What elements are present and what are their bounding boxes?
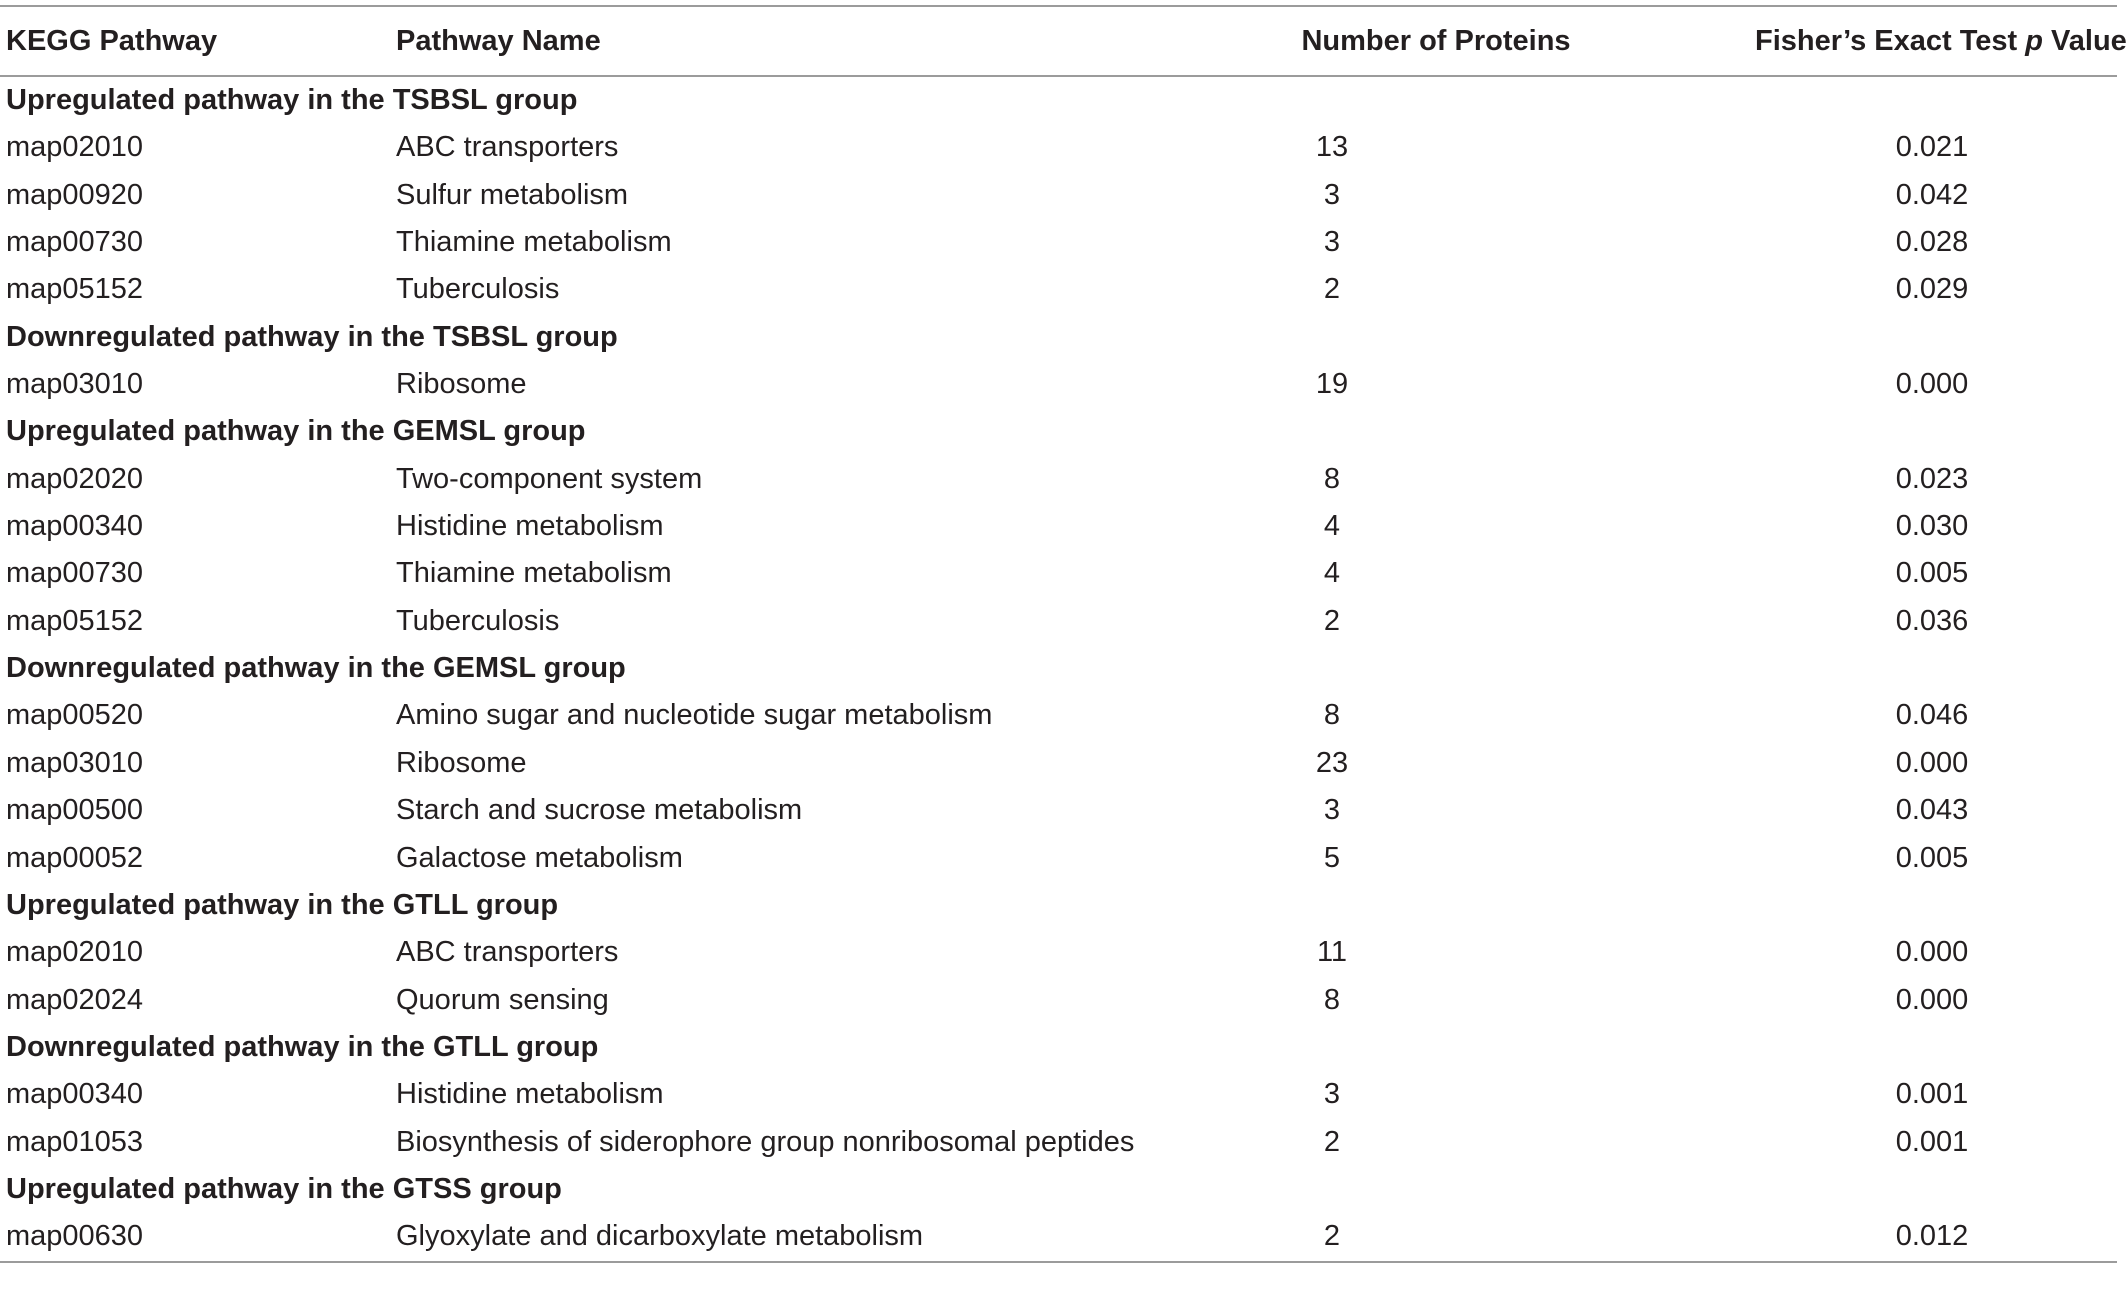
group-title: Upregulated pathway in the TSBSL group xyxy=(6,84,578,116)
table-bottom-rule xyxy=(0,1261,2117,1263)
kegg-pathway-cell: map00730 xyxy=(6,226,144,259)
table-header-row xyxy=(0,7,2127,75)
pathway-name-cell: Thiamine metabolism xyxy=(396,557,672,590)
group-header-row xyxy=(0,1024,2117,1071)
number-of-proteins-cell: 2 xyxy=(1323,1125,1341,1158)
group-title: Upregulated pathway in the GTLL group xyxy=(6,888,559,921)
kegg-pathway-cell: map02010 xyxy=(6,936,144,969)
p-value-cell: 0.001 xyxy=(1895,1078,1969,1111)
pathway-name-cell: Starch and sucrose metabolism xyxy=(396,794,803,827)
number-of-proteins-cell: 2 xyxy=(1323,604,1341,637)
kegg-pathway-cell: map01053 xyxy=(6,1125,144,1158)
table-row xyxy=(0,929,2117,976)
number-of-proteins-cell: 4 xyxy=(1323,557,1341,590)
p-value-cell: 0.000 xyxy=(1895,983,1969,1016)
kegg-pathway-cell: map02010 xyxy=(6,131,144,164)
kegg-pathway-cell: map00920 xyxy=(6,178,144,211)
table-row xyxy=(0,124,2117,171)
number-of-proteins-cell: 2 xyxy=(1323,273,1341,306)
p-value-cell: 0.029 xyxy=(1895,273,1969,306)
group-header-row xyxy=(0,882,2117,929)
pathway-name-cell: Biosynthesis of siderophore group nonribosomal peptides xyxy=(396,1125,1135,1158)
kegg-pathway-cell: map00730 xyxy=(6,557,144,590)
table-row xyxy=(0,1071,2117,1118)
p-value-cell: 0.000 xyxy=(1895,936,1969,969)
header-fisher-prefix: Fisher’s Exact Test xyxy=(1755,25,2026,57)
kegg-pathway-cell: map00340 xyxy=(6,510,144,543)
p-value-cell: 0.046 xyxy=(1895,699,1969,732)
group-title: Upregulated pathway in the GEMSL group xyxy=(6,415,586,448)
pathway-name-cell: Amino sugar and nucleotide sugar metabolism xyxy=(396,699,993,732)
p-value-cell: 0.005 xyxy=(1895,841,1969,874)
number-of-proteins-cell: 3 xyxy=(1323,794,1341,827)
number-of-proteins-cell: 3 xyxy=(1323,1078,1341,1111)
group-title: Downregulated pathway in the GTLL group xyxy=(6,1030,599,1063)
number-of-proteins-cell: 23 xyxy=(1315,746,1349,779)
kegg-pathway-table xyxy=(0,5,2127,1263)
table-row xyxy=(0,977,2117,1024)
table-row xyxy=(0,598,2117,645)
group-header-row xyxy=(0,1166,2117,1213)
header-kegg-pathway: KEGG Pathway xyxy=(6,25,218,57)
pathway-name-cell: Sulfur metabolism xyxy=(396,178,629,211)
table-row xyxy=(0,692,2117,739)
p-value-cell: 0.021 xyxy=(1895,131,1969,164)
p-value-cell: 0.036 xyxy=(1895,604,1969,637)
group-header-row xyxy=(0,77,2117,124)
table-row xyxy=(0,219,2117,266)
number-of-proteins-cell: 3 xyxy=(1323,226,1341,259)
kegg-pathway-cell: map00052 xyxy=(6,841,144,874)
number-of-proteins-cell: 5 xyxy=(1323,841,1341,874)
kegg-pathway-cell: map00340 xyxy=(6,1078,144,1111)
number-of-proteins-cell: 8 xyxy=(1323,699,1341,732)
group-header-row xyxy=(0,408,2117,455)
pathway-name-cell: Quorum sensing xyxy=(396,983,609,1016)
table-row xyxy=(0,503,2117,550)
kegg-pathway-cell: map03010 xyxy=(6,746,144,779)
table-row xyxy=(0,456,2117,503)
header-fisher-p: p xyxy=(2025,25,2043,57)
p-value-cell: 0.000 xyxy=(1895,368,1969,401)
header-pathway-name: Pathway Name xyxy=(396,25,601,57)
pathway-name-cell: Histidine metabolism xyxy=(396,1078,664,1111)
kegg-pathway-cell: map05152 xyxy=(6,273,144,306)
number-of-proteins-cell: 2 xyxy=(1323,1220,1341,1253)
header-fisher-p-value xyxy=(1755,7,2127,75)
p-value-cell: 0.030 xyxy=(1895,510,1969,543)
pathway-name-cell: ABC transporters xyxy=(396,131,619,164)
kegg-pathway-cell: map02020 xyxy=(6,462,144,495)
pathway-name-cell: Two-component system xyxy=(396,462,703,495)
p-value-cell: 0.000 xyxy=(1895,746,1969,779)
kegg-pathway-cell: map03010 xyxy=(6,368,144,401)
table-row xyxy=(0,550,2117,597)
group-title: Downregulated pathway in the TSBSL group xyxy=(6,320,618,353)
pathway-name-cell: Tuberculosis xyxy=(396,604,560,637)
number-of-proteins-cell: 11 xyxy=(1316,936,1348,969)
p-value-cell: 0.001 xyxy=(1895,1125,1969,1158)
number-of-proteins-cell: 4 xyxy=(1323,510,1341,543)
number-of-proteins-cell: 8 xyxy=(1323,462,1341,495)
p-value-cell: 0.028 xyxy=(1895,226,1969,259)
pathway-name-cell: Tuberculosis xyxy=(396,273,560,306)
kegg-pathway-cell: map00500 xyxy=(6,794,144,827)
table-row xyxy=(0,1213,2117,1260)
p-value-cell: 0.042 xyxy=(1895,178,1969,211)
number-of-proteins-cell: 8 xyxy=(1323,983,1341,1016)
table-row xyxy=(0,740,2117,787)
pathway-name-cell: Glyoxylate and dicarboxylate metabolism xyxy=(396,1220,924,1253)
number-of-proteins-cell: 13 xyxy=(1315,131,1349,164)
table-row xyxy=(0,835,2117,882)
kegg-pathway-cell: map02024 xyxy=(6,983,144,1016)
pathway-name-cell: Ribosome xyxy=(396,368,527,401)
table-row xyxy=(0,361,2117,408)
pathway-name-cell: Galactose metabolism xyxy=(396,841,683,874)
pathway-name-cell: ABC transporters xyxy=(396,936,619,969)
kegg-pathway-cell: map00520 xyxy=(6,699,144,732)
p-value-cell: 0.012 xyxy=(1895,1220,1969,1253)
kegg-pathway-cell: map05152 xyxy=(6,604,144,637)
header-fisher-suffix: Value xyxy=(2042,25,2127,57)
pathway-name-cell: Ribosome xyxy=(396,746,527,779)
p-value-cell: 0.043 xyxy=(1895,794,1969,827)
p-value-cell: 0.005 xyxy=(1895,557,1969,590)
table-row xyxy=(0,266,2117,313)
kegg-pathway-cell: map00630 xyxy=(6,1220,144,1253)
table-body xyxy=(0,77,2117,1261)
header-number-of-proteins: Number of Proteins xyxy=(1301,25,1571,57)
number-of-proteins-cell: 3 xyxy=(1323,178,1341,211)
table-row xyxy=(0,787,2117,834)
number-of-proteins-cell: 19 xyxy=(1315,368,1349,401)
p-value-cell: 0.023 xyxy=(1895,462,1969,495)
table-row xyxy=(0,172,2117,219)
group-title: Upregulated pathway in the GTSS group xyxy=(6,1172,562,1205)
pathway-name-cell: Histidine metabolism xyxy=(396,510,664,543)
table-row xyxy=(0,1119,2117,1166)
group-header-row xyxy=(0,314,2117,361)
group-title: Downregulated pathway in the GEMSL group xyxy=(6,652,626,685)
group-header-row xyxy=(0,645,2117,692)
pathway-name-cell: Thiamine metabolism xyxy=(396,226,672,259)
